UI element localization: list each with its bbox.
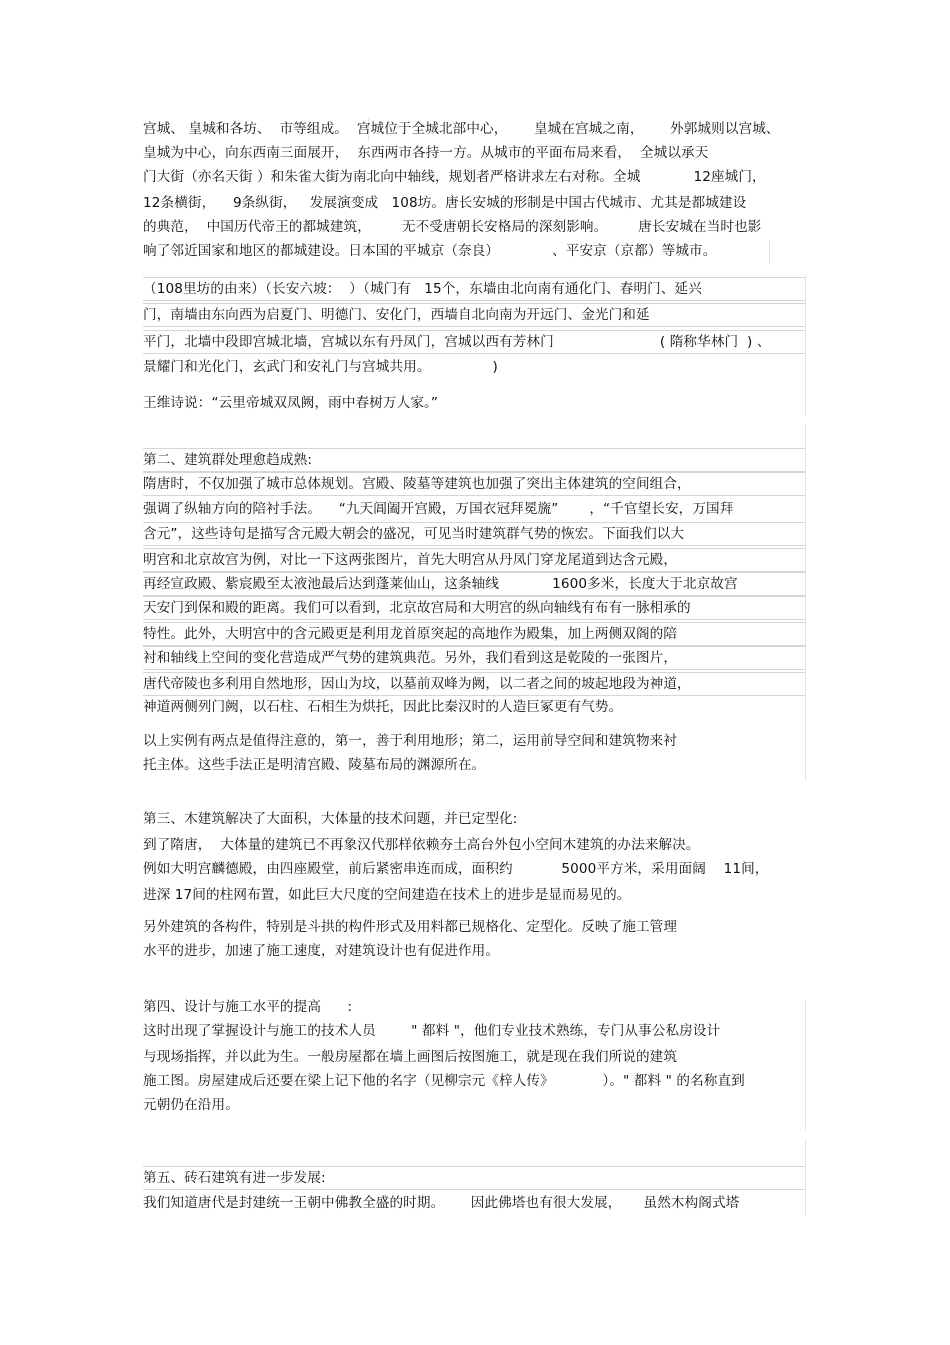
plain-row	[143, 1192, 805, 1214]
section-heading: 第二、建筑群处理愈趋成熟:	[143, 452, 313, 468]
text-line: 元朝仍在沿用。	[143, 1097, 239, 1113]
boxed-row	[143, 672, 805, 696]
text-line: 门大街（亦名天街 ）和朱雀大街为南北向中轴线，规划者严格讲求左右对称。全城 12座城门，	[143, 169, 766, 185]
text-line: 强调了纵轴方向的陪衬手法。 “九天阊阖开宫殿，万国衣冠拜冕旒” ，“千官望长安，万国拜	[143, 501, 734, 517]
text-line: 施工图。房屋建成后还要在梁上记下他的名字（见柳宗元《梓人传》 ）。" 都料 " 的名称直到	[143, 1073, 745, 1089]
section-heading-row	[143, 448, 805, 472]
section-heading: 第三、木建筑解决了大面积，大体量的技术问题，并已定型化:	[143, 811, 518, 827]
text-line: 明宫和北京故宫为例，对比一下这两张图片，首先大明宫从丹凤门穿龙尾道到达含元殿，	[143, 552, 678, 568]
text-line: 以上实例有两点是值得注意的，第一，善于利用地形；第二，运用前导空间和建筑物来衬	[143, 733, 678, 749]
text-line: 进深 17间的柱网布置，如此巨大尺度的空间建造在技术上的进步是显而易见的。	[143, 887, 631, 903]
text-line: 景耀门和光化门，玄武门和安礼门与宫城共用。 )	[143, 359, 498, 375]
column-rule	[805, 275, 806, 415]
section-heading-row	[143, 1166, 805, 1190]
text-line: 宫城、 皇城和各坊、 市等组成。 宫城位于全城北部中心， 皇城在宫城之南， 外郭城则以宫城、	[143, 121, 780, 137]
text-line: 天安门到保和殿的距离。我们可以看到，北京故宫局和大明宫的纵向轴线有布有一脉相承的	[143, 600, 691, 616]
text-line: 皇城为中心，向东西南三面展开， 东西两市各持一方。从城市的平面布局来看， 全城以承天	[143, 145, 709, 161]
boxed-row	[143, 522, 805, 546]
boxed-row	[143, 548, 805, 572]
poem-quote: 王维诗说：“云里帝城双凤阙，雨中春树万人家。”	[143, 395, 439, 411]
text-line: 与现场指挥，并以此为生。一般房屋都在墙上画图后按图施工，就是现在我们所说的建筑	[143, 1049, 678, 1065]
section-heading: 第五、砖石建筑有进一步发展:	[143, 1170, 326, 1186]
text-line: 隋唐时，不仅加强了城市总体规划。宫殿、陵墓等建筑也加强了突出主体建筑的空间组合，	[143, 476, 691, 492]
text-line: 再经宣政殿、紫宸殿至太液池最后达到蓬莱仙山，这条轴线 1600多米，长度大于北京故宫	[143, 576, 738, 592]
column-rule	[805, 425, 806, 780]
text-line: （108里坊的由来）（长安六坡： ）（城门有 15个，东墙由北向南有通化门、春明门、延兴	[143, 281, 702, 297]
section-heading: 第四、设计与施工水平的提高 :	[143, 999, 353, 1015]
boxed-row	[143, 572, 805, 596]
boxed-row	[143, 596, 805, 620]
text-line: 的典范， 中国历代帝王的都城建筑， 无不受唐朝长安格局的深刻影响。 唐长安城在当时也影	[143, 219, 762, 235]
text-line: 例如大明宫麟德殿，由四座殿堂，前后紧密串连而成，面积约 5000平方米，采用面阔 11间，	[143, 861, 769, 877]
boxed-row	[143, 622, 805, 646]
boxed-row	[143, 303, 805, 327]
boxed-row	[143, 330, 805, 354]
text-line: 托主体。这些手法正是明清宫殿、陵墓布局的渊源所在。	[143, 757, 486, 773]
column-rule	[805, 1140, 806, 1215]
column-rule	[769, 240, 770, 264]
text-line: 门，南墙由东向西为启夏门、明德门、安化门，西墙自北向南为开远门、金光门和延	[143, 307, 650, 323]
text-line: 12条横街， 9条纵街， 发展演变成 108坊。唐长安城的形制是中国古代城市、尤其是都城建设	[143, 195, 747, 211]
plain-row	[143, 696, 805, 718]
boxed-row	[143, 646, 805, 670]
boxed-row	[143, 277, 805, 301]
column-rule	[805, 1000, 806, 1130]
plain-row	[143, 356, 805, 378]
text-line: 另外建筑的各构件，特别是斗拱的构件形式及用料都已规格化、定型化。反映了施工管理	[143, 919, 678, 935]
text-line: 衬和轴线上空间的变化营造成严气势的建筑典范。另外，我们看到这是乾陵的一张图片，	[143, 650, 678, 666]
text-line: 这时出现了掌握设计与施工的技术人员 " 都料 "，他们专业技术熟练，专门从事公私房设计	[143, 1023, 721, 1039]
text-line: 唐代帝陵也多利用自然地形，因山为坟，以墓前双峰为阙，以二者之间的坡起地段为神道，	[143, 676, 691, 692]
text-line: 我们知道唐代是封建统一王朝中佛教全盛的时期。 因此佛塔也有很大发展， 虽然木构阁式塔	[143, 1195, 740, 1211]
plain-row	[143, 498, 805, 520]
text-line: 特性。此外，大明宫中的含元殿更是利用龙首原突起的高地作为殿集，加上两侧双阁的陪	[143, 626, 678, 642]
text-line: 含元”，这些诗句是描写含元殿大朝会的盛况，可见当时建筑群气势的恢宏。下面我们以大	[143, 526, 685, 542]
text-line: 响了邻近国家和地区的都城建设。日本国的平城京（奈良） 、平安京（京都）等城市。	[143, 243, 717, 259]
text-line: 水平的进步，加速了施工速度，对建筑设计也有促进作用。	[143, 943, 500, 959]
text-line: 到了隋唐， 大体量的建筑已不再象汉代那样依赖夯土高台外包小空间木建筑的办法来解决。	[143, 837, 700, 853]
text-line: 平门，北墙中段即宫城北墙，宫城以东有丹凤门，宫城以西有芳林门 ( 隋称华林门 ) 、	[143, 334, 771, 350]
text-line: 神道两侧列门阙，以石柱、石相生为烘托，因此比秦汉时的人造巨冢更有气势。	[143, 699, 623, 715]
boxed-row	[143, 472, 805, 496]
